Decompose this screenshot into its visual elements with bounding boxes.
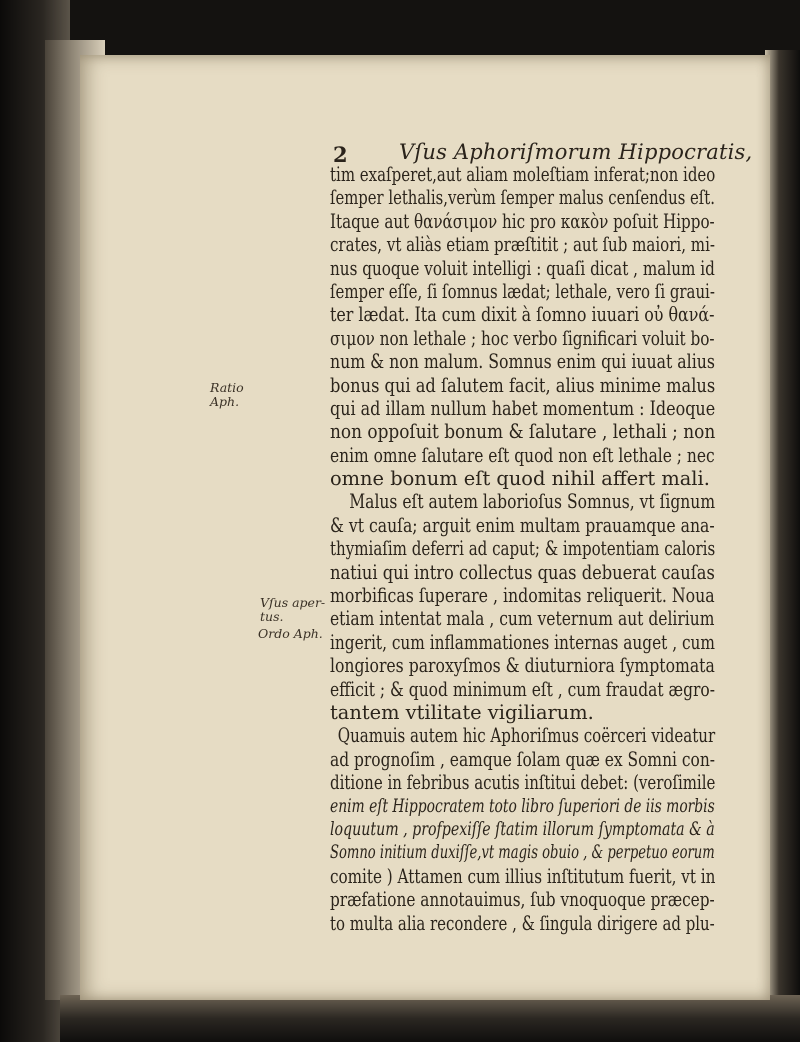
text-line: num & non malum. Somnus enim qui iuuat alius	[330, 350, 715, 374]
text-line: longiores paroxyſmos & diuturniora ſymptomata	[330, 654, 715, 678]
margin-note-line: Ordo Aph.	[258, 626, 323, 641]
scan-background-right	[765, 50, 800, 1010]
text-line: non oppoſuit bonum & ſalutare , lethali ; non	[330, 420, 716, 444]
text-line: thymiaſim deferri ad caput; & impotentiam caloris	[330, 537, 716, 561]
text-line: natiui qui intro collectus quas debuerat cauſas	[330, 560, 715, 584]
text-line: ſemper lethalis,verùm ſemper malus cenſendus eſt.	[330, 186, 715, 210]
text-line: ingerit, cum inflammationes internas auget , cum	[330, 630, 715, 654]
body-text	[330, 163, 715, 935]
text-line: crates, vt aliàs etiam præſtitit ; aut ſub maiori, mi-	[330, 233, 715, 257]
margin-note-line: Ratio	[210, 380, 244, 395]
margin-note-line: Vſus aper-	[260, 595, 326, 610]
margin-note-vsus-aperius	[260, 596, 325, 624]
text-line: enim eſt Hippocratem toto libro ſuperiori de iis morbis	[330, 795, 715, 817]
text-line: Quamuis autem hic Aphoriſmus coërceri videatur	[337, 724, 716, 748]
margin-note-ratio-aph	[210, 381, 244, 409]
text-line: comite ) Attamen cum illius inſtitutum fuerit, vt in	[330, 864, 716, 888]
text-line: nus quoque voluit intelligi : quaſi dicat , malum id	[330, 256, 715, 280]
text-line: tantem vtilitate vigiliarum.	[330, 700, 594, 724]
text-line: morbificas ſuperare , indomitas reliquerit. Noua	[330, 584, 715, 608]
text-line: ſemper eſſe, ſi ſomnus lædat; lethale, vero ſi graui-	[330, 279, 715, 303]
margin-note-line: tus.	[260, 609, 284, 624]
page-number: 2	[333, 142, 348, 167]
text-line: to multa alia recondere , & ſingula dirigere ad plu-	[330, 911, 715, 935]
text-line: Itaque aut θανάσιμον hic pro κακὸν poſuit Hippo-	[330, 209, 715, 233]
text-line: Somno initium duxiſſe,vt magis obuio , & perpetuo eorum	[330, 842, 715, 864]
text-line: bonus qui ad ſalutem facit, alius minime malus	[330, 373, 716, 397]
text-line: etiam intentat mala , cum veternum aut delirium	[330, 607, 715, 631]
scan-background-bottom	[60, 995, 800, 1042]
text-line: omne bonum eſt quod nihil affert mali.	[330, 467, 710, 491]
text-line: tim exaſperet,aut aliam moleſtiam inferat;non ideo	[330, 163, 716, 186]
text-line: ad prognoſim , eamque ſolam quæ ex Somni con-	[330, 747, 716, 771]
text-line: qui ad illam nullum habet momentum : Ideoque	[330, 396, 716, 420]
margin-note-line: Aph.	[210, 394, 240, 409]
margin-note-ordo-aph	[258, 627, 323, 641]
text-line: ditione in febribus acutis inſtitui debet: (veroſimile	[330, 771, 716, 795]
text-line: Malus eſt autem laborioſus Somnus, vt ſignum	[349, 490, 716, 514]
text-line: præfatione annotauimus, ſub vnoquoque præcep-	[330, 888, 715, 912]
text-line: σιμον non lethale ; hoc verbo ſignificari voluit bo-	[330, 326, 715, 350]
text-line: & vt cauſa; arguit enim multam prauamque ana-	[330, 513, 715, 537]
text-line: efficit ; & quod minimum eſt , cum fraudat ægro-	[330, 677, 715, 701]
text-line: enim omne ſalutare eſt quod non eſt lethale ; nec	[330, 443, 715, 467]
text-line: ter lædat. Ita cum dixit à ſomno iuuari οὐ θανά-	[330, 303, 715, 327]
text-line: loquutum , profpexiſſe ſtatim illorum ſymptomata & à	[330, 818, 715, 840]
running-head-title: Vſus Aphoriſmorum Hippocratis,	[399, 140, 753, 164]
